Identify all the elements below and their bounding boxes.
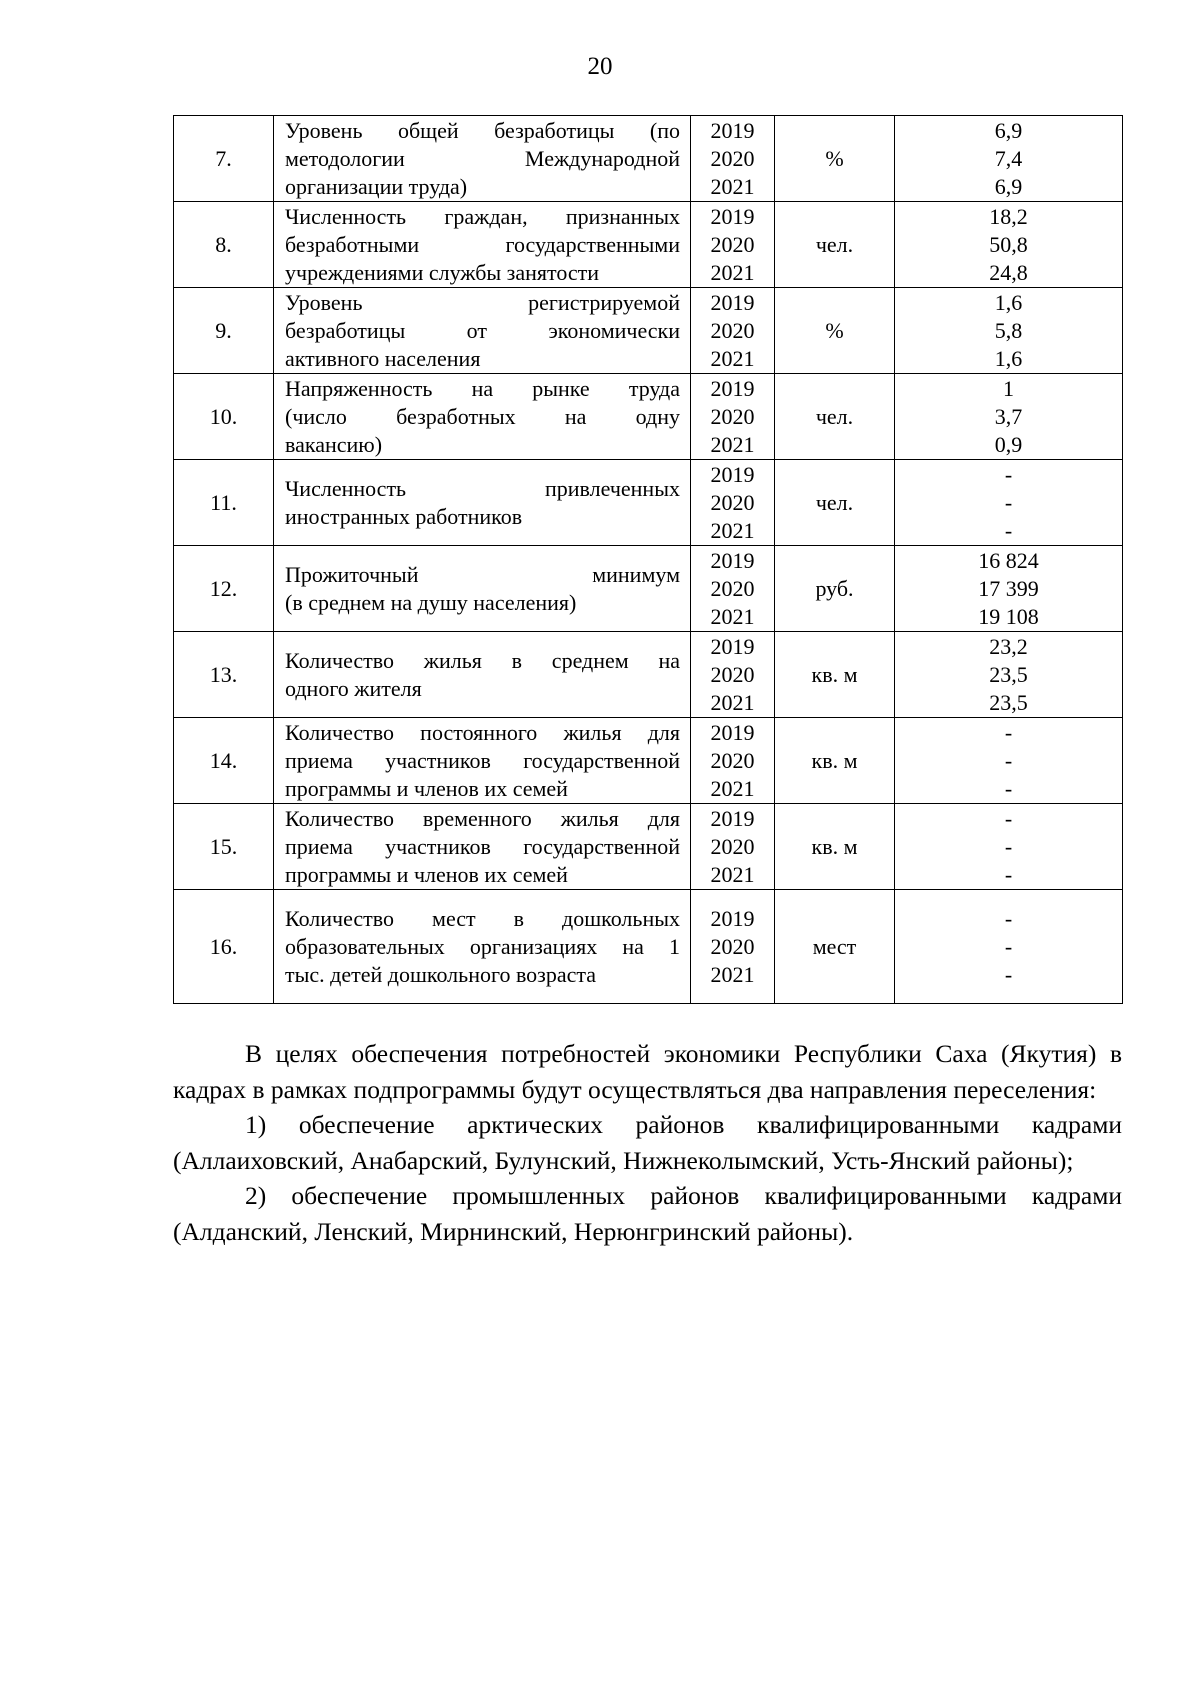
values-cell	[895, 460, 1123, 546]
years-cell	[691, 546, 775, 632]
unit-cell: чел.	[775, 374, 895, 460]
value: -	[1004, 461, 1013, 487]
table-row	[174, 116, 1123, 202]
indicator-name-line: иностранных работников	[285, 503, 523, 529]
years-cell	[691, 374, 775, 460]
year: 2019	[710, 117, 755, 143]
page-number: 20	[587, 53, 613, 80]
value: 23,5	[989, 689, 1028, 715]
indicator-name	[274, 890, 691, 1004]
values-cell	[895, 374, 1123, 460]
indicator-name-line: (число безработных на одну	[285, 403, 680, 429]
year: 2020	[710, 317, 755, 343]
value: -	[1004, 905, 1013, 931]
row-number: 10.	[174, 374, 274, 460]
values-cell	[895, 202, 1123, 288]
year: 2021	[710, 173, 755, 199]
indicator-name	[274, 288, 691, 374]
years-cell	[691, 804, 775, 890]
indicator-name-line: Численность привлеченных	[285, 475, 680, 501]
year: 2021	[710, 961, 755, 987]
unit-cell: %	[775, 116, 895, 202]
year: 2021	[710, 431, 755, 457]
year: 2020	[710, 661, 755, 687]
indicator-name-line: активного населения	[285, 345, 481, 371]
indicator-name	[274, 202, 691, 288]
indicator-name-line: Количество жилья в среднем на	[285, 647, 680, 673]
value: -	[1004, 719, 1013, 745]
year: 2020	[710, 231, 755, 257]
value: 3,7	[994, 403, 1023, 429]
indicator-name-line: приема участников государственной	[285, 833, 680, 859]
table-row	[174, 804, 1123, 890]
value: 18,2	[989, 203, 1028, 229]
indicator-name-line: Численность граждан, признанных	[285, 203, 680, 229]
paragraph-item-1: 1) обеспечение арктических районов квалифицированными кадрами (Аллаиховский, Анабарский, Булунский, Нижнеколымский, Усть-Янский районы);	[173, 1110, 1122, 1175]
indicator-name-line: Напряженность на рынке труда	[285, 375, 680, 401]
table-row	[174, 632, 1123, 718]
year: 2019	[710, 719, 755, 745]
indicator-name-line: программы и членов их семей	[285, 861, 568, 887]
value: -	[1004, 775, 1013, 801]
value: 1,6	[994, 289, 1023, 315]
table-row	[174, 374, 1123, 460]
indicators-table-body	[174, 116, 1123, 1004]
year: 2021	[710, 517, 755, 543]
year: 2020	[710, 145, 755, 171]
value: -	[1004, 833, 1013, 859]
row-number: 12.	[174, 546, 274, 632]
indicator-name-line: Уровень общей безработицы (по	[285, 117, 680, 143]
values-cell	[895, 890, 1123, 1004]
year: 2019	[710, 547, 755, 573]
years-cell	[691, 632, 775, 718]
body-text	[173, 1036, 1122, 1249]
indicator-name	[274, 374, 691, 460]
value: -	[1004, 861, 1013, 887]
value: 1	[1003, 375, 1014, 401]
indicator-name	[274, 116, 691, 202]
value: 7,4	[994, 145, 1023, 171]
years-cell	[691, 116, 775, 202]
indicators-table	[173, 115, 1123, 1004]
table-row	[174, 288, 1123, 374]
value: 24,8	[989, 259, 1028, 285]
value: 23,5	[989, 661, 1028, 687]
indicator-name-line: тыс. детей дошкольного возраста	[285, 961, 597, 987]
indicator-name-line: образовательных организациях на 1	[285, 933, 680, 959]
year: 2020	[710, 747, 755, 773]
indicator-name	[274, 546, 691, 632]
value: -	[1004, 933, 1013, 959]
year: 2019	[710, 375, 755, 401]
table-row	[174, 460, 1123, 546]
table-row	[174, 718, 1123, 804]
indicator-name-line: одного жителя	[285, 675, 422, 701]
indicator-name-line: Уровень регистрируемой	[285, 289, 680, 315]
year: 2021	[710, 259, 755, 285]
indicator-name	[274, 632, 691, 718]
indicator-name-line: приема участников государственной	[285, 747, 680, 773]
value: -	[1004, 517, 1013, 543]
value: 19 108	[978, 603, 1039, 629]
row-number: 8.	[174, 202, 274, 288]
values-cell	[895, 288, 1123, 374]
indicator-name-line: Количество мест в дошкольных	[285, 905, 680, 931]
year: 2019	[710, 905, 755, 931]
values-cell	[895, 804, 1123, 890]
indicator-name-line: Количество временного жилья для	[285, 805, 680, 831]
unit-cell: кв. м	[775, 632, 895, 718]
value: -	[1004, 805, 1013, 831]
table-row	[174, 202, 1123, 288]
value: -	[1004, 961, 1013, 987]
value: 6,9	[994, 173, 1023, 199]
indicator-name-line: учреждениями службы занятости	[285, 259, 600, 285]
indicator-name-line: программы и членов их семей	[285, 775, 568, 801]
value: 0,9	[994, 431, 1023, 457]
value: 50,8	[989, 231, 1028, 257]
unit-cell: чел.	[775, 460, 895, 546]
unit-cell: кв. м	[775, 718, 895, 804]
row-number: 14.	[174, 718, 274, 804]
year: 2019	[710, 461, 755, 487]
values-cell	[895, 116, 1123, 202]
unit-cell: мест	[775, 890, 895, 1004]
indicator-name	[274, 460, 691, 546]
year: 2020	[710, 403, 755, 429]
unit-cell: руб.	[775, 546, 895, 632]
values-cell	[895, 718, 1123, 804]
indicator-name-line: безработными государственными	[285, 231, 680, 257]
table-row	[174, 546, 1123, 632]
value: 1,6	[994, 345, 1023, 371]
years-cell	[691, 890, 775, 1004]
unit-cell: чел.	[775, 202, 895, 288]
indicator-name	[274, 718, 691, 804]
value: 5,8	[994, 317, 1023, 343]
year: 2020	[710, 933, 755, 959]
indicator-name-line: безработицы от экономически	[285, 317, 680, 343]
year: 2021	[710, 689, 755, 715]
unit-cell: кв. м	[775, 804, 895, 890]
value: -	[1004, 747, 1013, 773]
row-number: 11.	[174, 460, 274, 546]
value: -	[1004, 489, 1013, 515]
row-number: 15.	[174, 804, 274, 890]
value: 17 399	[978, 575, 1039, 601]
paragraph-item-2: 2) обеспечение промышленных районов квалифицированными кадрами (Алданский, Ленский, Мирнинский, Нерюнгринский районы).	[173, 1181, 1122, 1246]
year: 2019	[710, 633, 755, 659]
values-cell	[895, 546, 1123, 632]
year: 2020	[710, 833, 755, 859]
year: 2020	[710, 575, 755, 601]
value: 23,2	[989, 633, 1028, 659]
years-cell	[691, 202, 775, 288]
values-cell	[895, 632, 1123, 718]
indicator-name-line: Прожиточный минимум	[285, 561, 680, 587]
year: 2021	[710, 775, 755, 801]
row-number: 9.	[174, 288, 274, 374]
value: 16 824	[978, 547, 1039, 573]
indicator-name-line: Количество постоянного жилья для	[285, 719, 680, 745]
year: 2019	[710, 203, 755, 229]
year: 2019	[710, 805, 755, 831]
year: 2021	[710, 345, 755, 371]
indicator-name-line: вакансию)	[285, 431, 383, 457]
row-number: 13.	[174, 632, 274, 718]
years-cell	[691, 288, 775, 374]
value: 6,9	[994, 117, 1023, 143]
years-cell	[691, 460, 775, 546]
indicator-name-line: организации труда)	[285, 173, 468, 199]
row-number: 16.	[174, 890, 274, 1004]
years-cell	[691, 718, 775, 804]
unit-cell: %	[775, 288, 895, 374]
row-number: 7.	[174, 116, 274, 202]
indicator-name-line: методологии Международной	[285, 145, 680, 171]
paragraph-intro: В целях обеспечения потребностей экономики Республики Саха (Якутия) в кадрах в рамках подпрограммы будут осуществляться два направления переселения:	[173, 1039, 1122, 1104]
indicator-name-line: (в среднем на душу населения)	[285, 589, 577, 615]
indicator-name	[274, 804, 691, 890]
table-row	[174, 890, 1123, 1004]
year: 2021	[710, 861, 755, 887]
year: 2021	[710, 603, 755, 629]
year: 2020	[710, 489, 755, 515]
year: 2019	[710, 289, 755, 315]
